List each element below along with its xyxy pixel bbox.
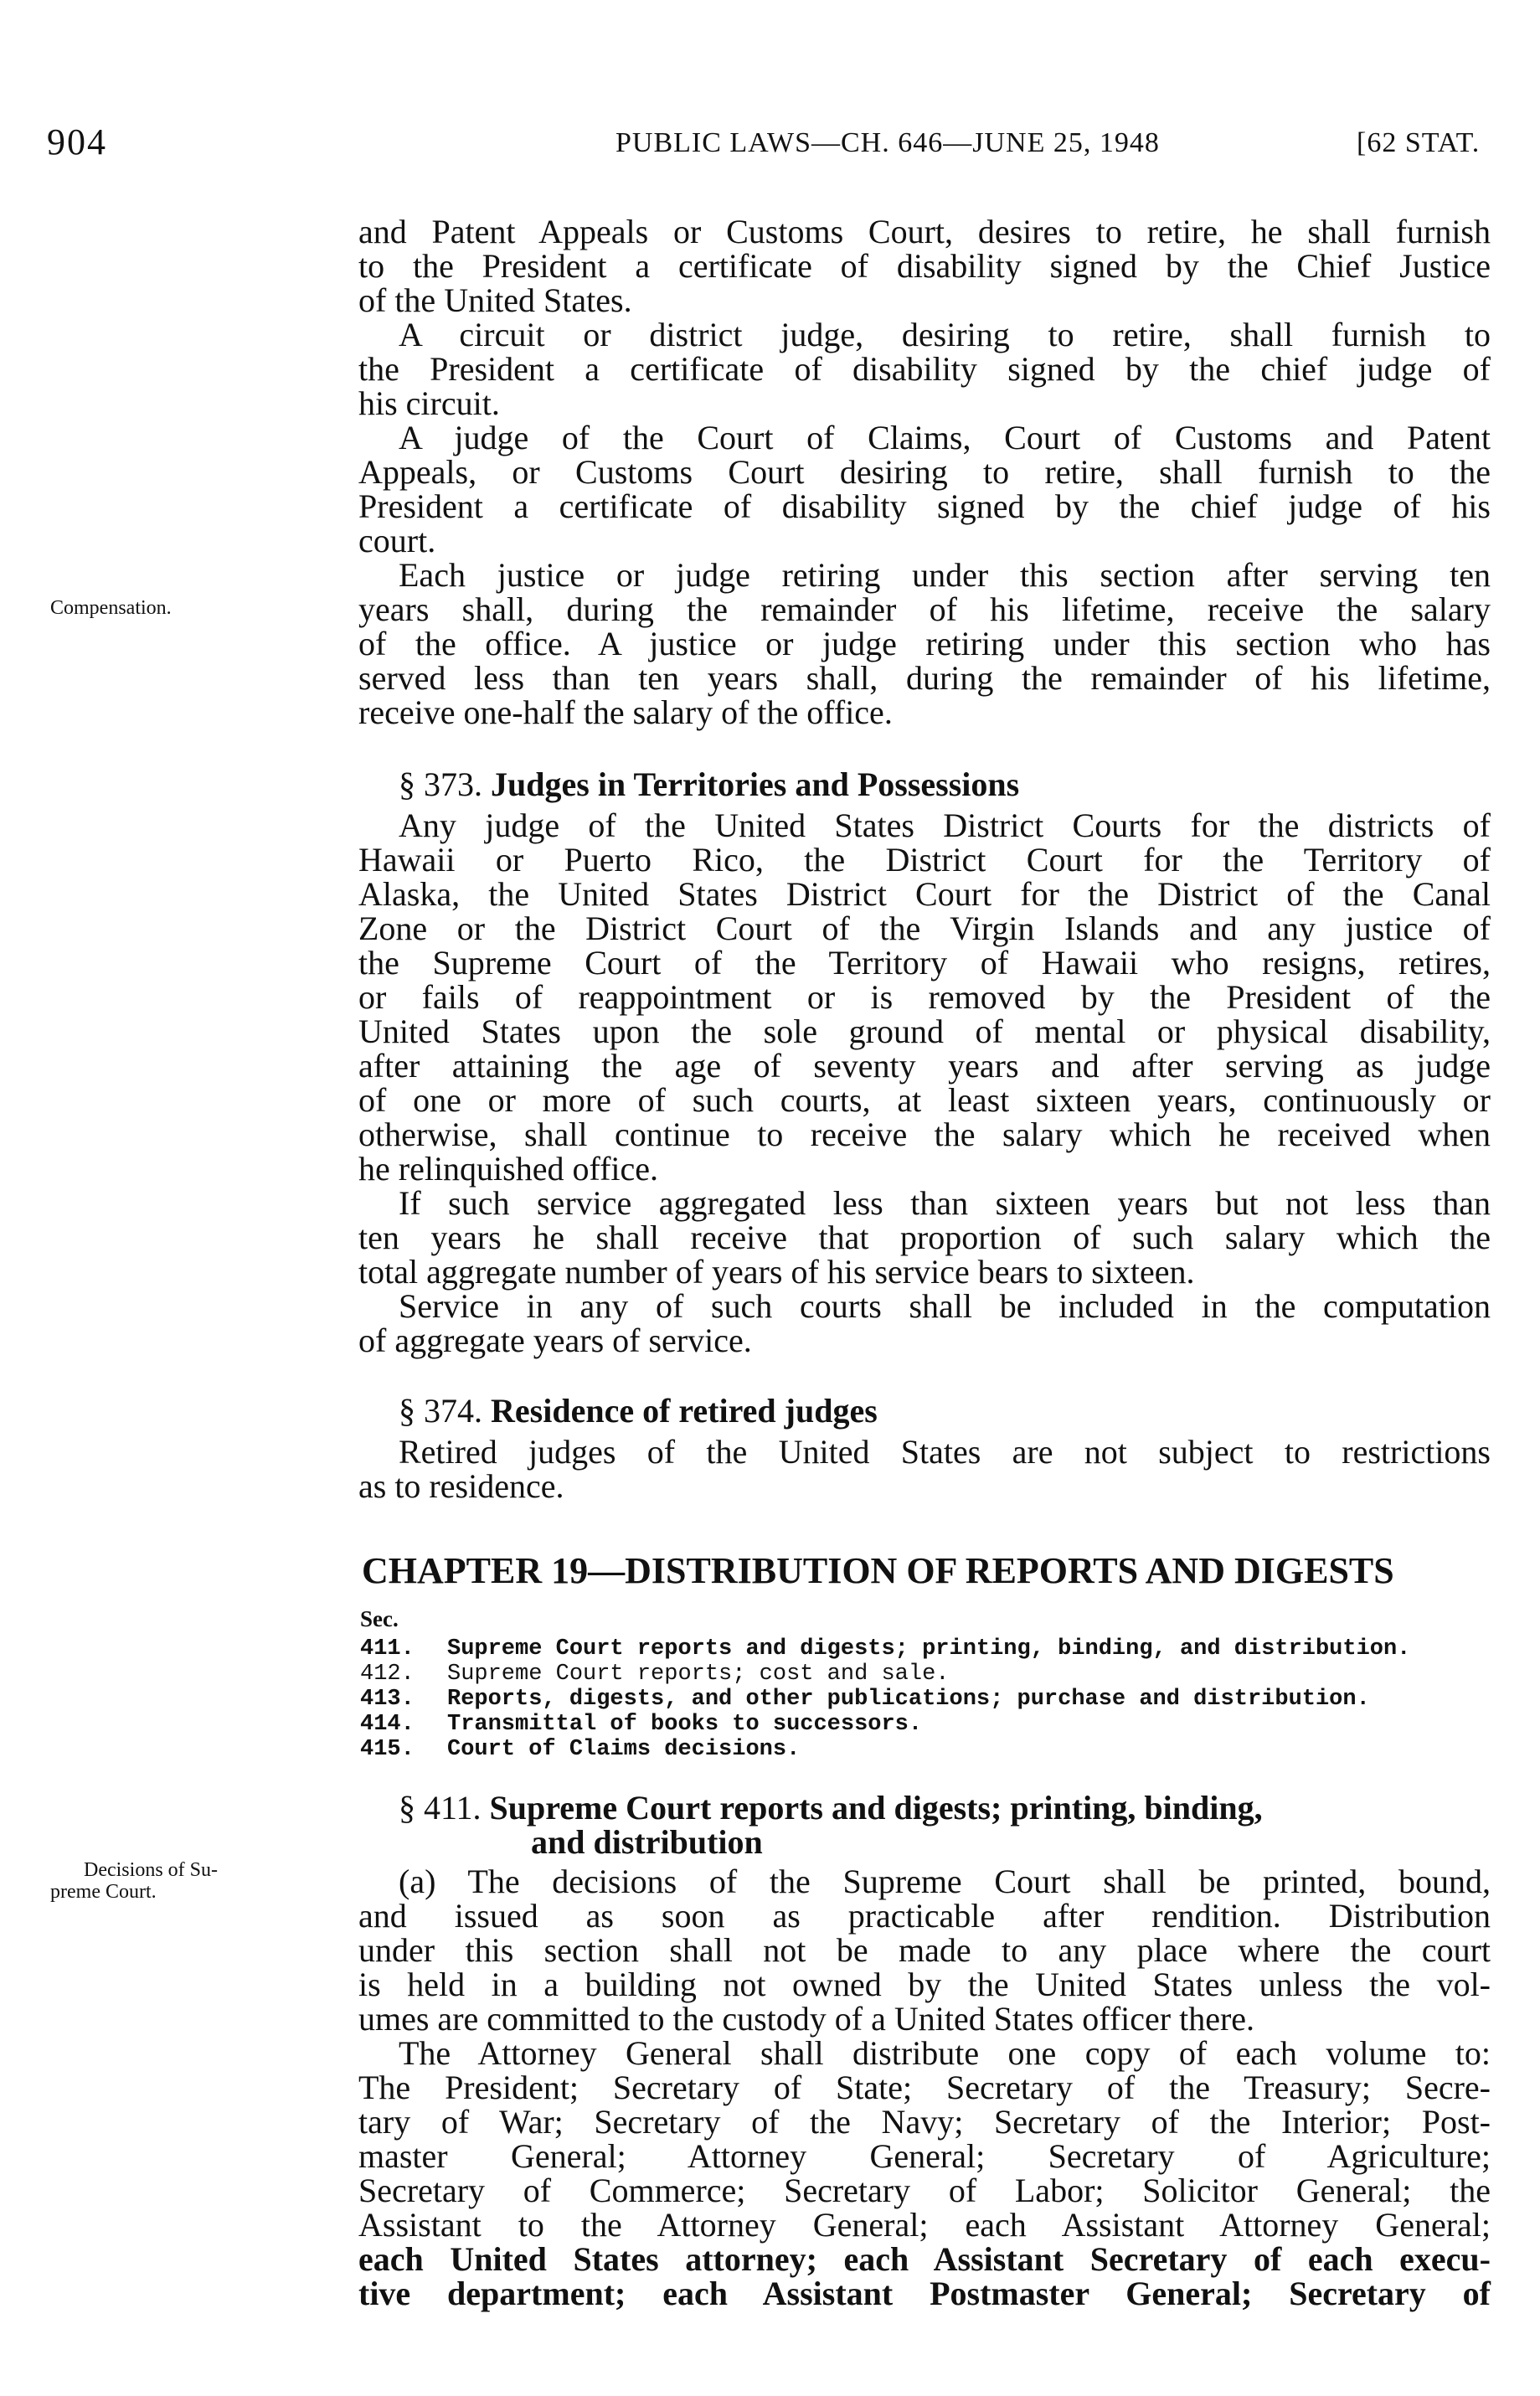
text-line: to the President a certificate of disability signed by the Chief Justice (358, 247, 1491, 285)
section-372-continuation (358, 214, 1491, 729)
text-line: A judge of the Court of Claims, Court of Customs and Patent (399, 419, 1491, 456)
section-title: Residence of retired judges (491, 1392, 878, 1430)
text-line: of aggregate years of service. (358, 1322, 752, 1359)
toc-row (360, 1636, 1410, 1662)
text-line: receive one-half the salary of the office. (358, 693, 893, 731)
text-line: Zone or the District Court of the Virgin Islands and any justice of (358, 909, 1491, 947)
toc-text: Transmittal of books to successors. (447, 1712, 923, 1737)
text-line: under this section shall not be made to any place where the court (358, 1931, 1491, 1969)
page-number: 904 (47, 121, 107, 162)
section-number: § 374. (399, 1392, 482, 1430)
text-line: tive department; each Assistant Postmaster General; Secretary of (358, 2275, 1491, 2312)
text-line: Retired judges of the United States are not subject to restrictions (399, 1433, 1491, 1471)
text-line: is held in a building not owned by the United States unless the vol- (358, 1966, 1491, 2003)
section-heading (358, 1394, 1491, 1428)
text-line: the President a certificate of disability signed by the chief judge of (358, 350, 1491, 388)
toc-text: Supreme Court reports and digests; printing, binding, and distribution. (447, 1636, 1411, 1662)
toc-sec-label: Sec. (360, 1606, 399, 1631)
section-number: § 373. (399, 765, 482, 803)
toc-number: 415. (360, 1737, 415, 1762)
text-line: and issued as soon as practicable after rendition. Distribution (358, 1897, 1491, 1935)
section-373 (358, 767, 1491, 1358)
section-title: Judges in Territories and Possessions (491, 765, 1020, 803)
text-line: total aggregate number of years of his service bears to sixteen. (358, 1253, 1195, 1291)
text-line: tary of War; Secretary of the Navy; Secretary of the Interior; Post- (358, 2103, 1491, 2141)
text-line: he relinquished office. (358, 1150, 659, 1188)
toc-text: Reports, digests, and other publications; purchase and distribution. (447, 1687, 1370, 1712)
section-heading (358, 767, 1491, 801)
toc-row (360, 1712, 1410, 1737)
text-line: umes are committed to the custody of a United States officer there. (358, 2000, 1255, 2038)
toc-text: Supreme Court reports; cost and sale. (447, 1662, 950, 1687)
text-line: President a certificate of disability signed by the chief judge of his (358, 487, 1491, 525)
chapter-contents (360, 1606, 1410, 1762)
toc-row (360, 1737, 1410, 1762)
text-line: court. (358, 522, 436, 559)
text-line: and Patent Appeals or Customs Court, desires to retire, he shall furnish (358, 213, 1491, 250)
text-line: each United States attorney; each Assistant Secretary of each execu- (358, 2240, 1491, 2278)
text-line: of the United States. (358, 281, 632, 319)
text-line: United States upon the sole ground of mental or physical disability, (358, 1013, 1491, 1050)
section-title: Supreme Court reports and digests; printing, binding, (489, 1789, 1263, 1827)
chapter-title: CHAPTER 19—DISTRIBUTION OF REPORTS AND DIGESTS (362, 1550, 1394, 1591)
section-heading (358, 1791, 1491, 1825)
text-line: Secretary of Commerce; Secretary of Labor; Solicitor General; the (358, 2172, 1491, 2209)
toc-number: 413. (360, 1687, 415, 1712)
text-line: or fails of reappointment or is removed by the President of the (358, 978, 1491, 1016)
text-line: Appeals, or Customs Court desiring to retire, shall furnish to the (358, 453, 1491, 491)
section-374 (358, 1394, 1491, 1503)
toc-number: 411. (360, 1636, 415, 1662)
running-header: PUBLIC LAWS—CH. 646—JUNE 25, 1948 (615, 127, 1160, 158)
text-line: If such service aggregated less than sixteen years but not less than (399, 1184, 1491, 1222)
text-line: Assistant to the Attorney General; each Assistant Attorney General; (358, 2206, 1491, 2244)
text-line: of the office. A justice or judge retiring under this section who has (358, 625, 1491, 662)
text-line: The Attorney General shall distribute one copy of each volume to: (399, 2034, 1491, 2072)
toc-number: 414. (360, 1712, 415, 1737)
margin-note-decisions-line1: Decisions of Su- (84, 1859, 218, 1881)
text-line: as to residence. (358, 1467, 564, 1505)
text-line: The President; Secretary of State; Secretary of the Treasury; Secre- (358, 2069, 1491, 2106)
margin-note-compensation: Compensation. (50, 597, 172, 619)
text-line: Each justice or judge retiring under this section after serving ten (399, 556, 1491, 594)
text-line: A circuit or district judge, desiring to retire, shall furnish to (399, 316, 1491, 353)
text-line: the Supreme Court of the Territory of Hawaii who resigns, retires, (358, 944, 1491, 982)
margin-note-decisions-line2: preme Court. (50, 1881, 157, 1903)
text-line: master General; Attorney General; Secretary of Agriculture; (358, 2137, 1491, 2175)
text-line: Hawaii or Puerto Rico, the District Court for the Territory of (358, 841, 1491, 879)
text-line: Service in any of such courts shall be included in the computation (399, 1287, 1491, 1325)
text-line: otherwise, shall continue to receive the salary which he received when (358, 1116, 1491, 1153)
toc-number: 412. (360, 1662, 415, 1687)
section-number: § 411. (399, 1789, 482, 1827)
text-line: after attaining the age of seventy years and after serving as judge (358, 1047, 1491, 1085)
toc-text: Court of Claims decisions. (447, 1737, 801, 1762)
section-411 (358, 1791, 1491, 2311)
text-line: years shall, during the remainder of his lifetime, receive the salary (358, 590, 1491, 628)
text-line: his circuit. (358, 384, 500, 422)
margin-note-decisions (50, 1859, 218, 1903)
section-title-continued: and distribution (531, 1823, 763, 1861)
text-line: Any judge of the United States District Courts for the districts of (399, 806, 1491, 844)
text-line: ten years he shall receive that proportion of such salary which the (358, 1219, 1491, 1256)
text-line: of one or more of such courts, at least sixteen years, continuously or (358, 1081, 1491, 1119)
toc-row (360, 1662, 1410, 1687)
volume-reference: [62 STAT. (1357, 127, 1481, 158)
text-line: served less than ten years shall, during the remainder of his lifetime, (358, 659, 1491, 697)
text-line: (a) The decisions of the Supreme Court shall be printed, bound, (399, 1863, 1491, 1900)
toc-row (360, 1687, 1410, 1712)
text-line: Alaska, the United States District Court for the District of the Canal (358, 875, 1491, 913)
